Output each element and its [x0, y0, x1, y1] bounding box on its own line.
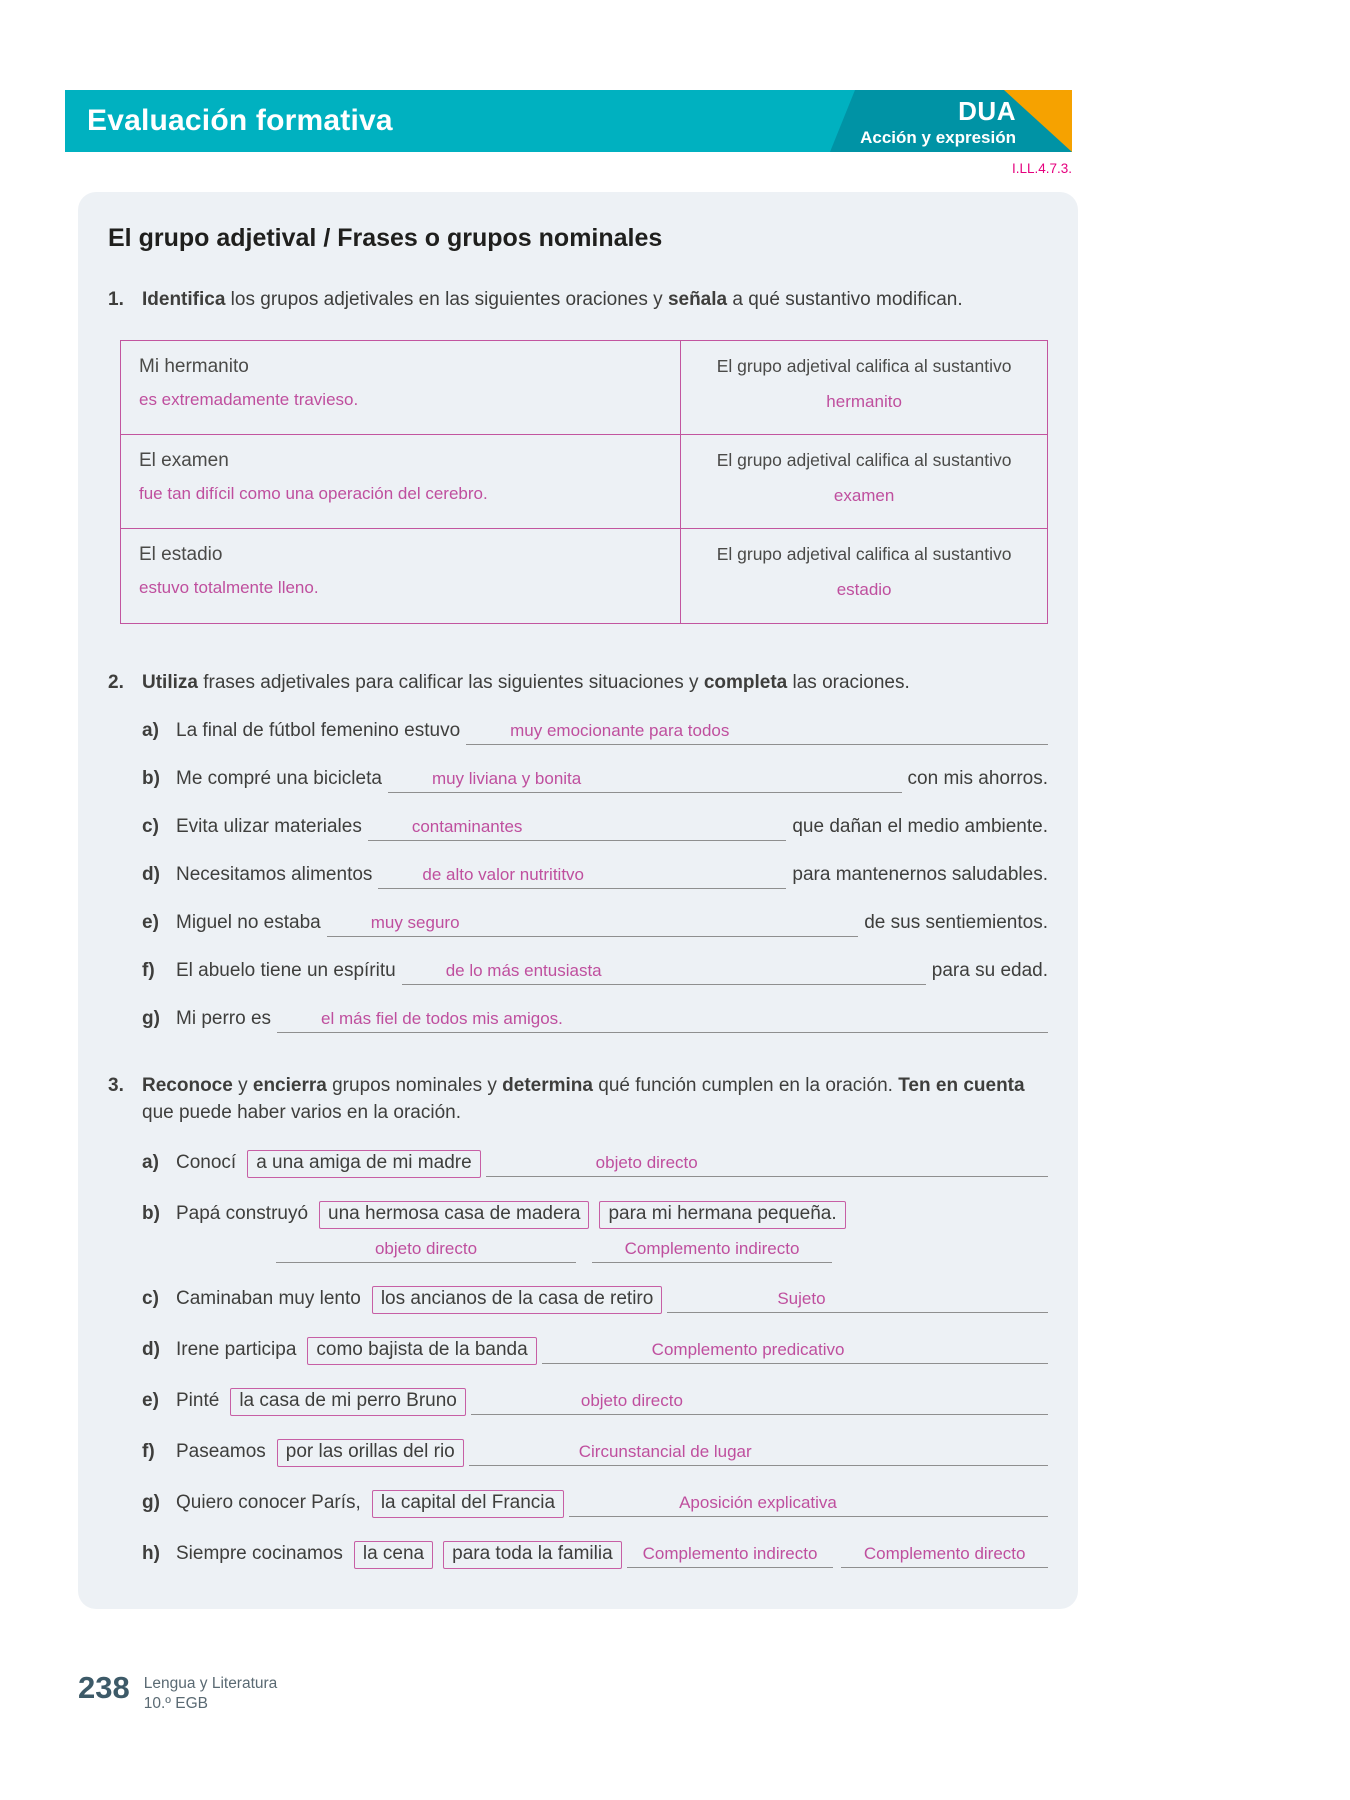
exercise1-instruction	[108, 287, 1048, 314]
text-segment: grupos nominales y	[326, 1074, 503, 1096]
page-title: Evaluación formativa	[87, 104, 393, 137]
noun-group-box: por las orillas del rio	[277, 1439, 464, 1467]
item-label: g)	[142, 1491, 160, 1513]
answer-blank[interactable]: muy emocionante para todos	[466, 721, 1048, 745]
bold-word: Identifica	[142, 289, 226, 310]
item-label: b)	[142, 1202, 160, 1224]
text-segment: las oraciones.	[787, 671, 910, 693]
answer-blank[interactable]: contaminantes	[368, 817, 787, 841]
sentence-end: que dañan el medio ambiente.	[792, 815, 1048, 837]
sentence-start: Irene participa	[176, 1338, 297, 1360]
table-cell-result	[681, 529, 1047, 623]
sentence-subject: El examen	[139, 449, 229, 471]
noun-group-box: los ancianos de la casa de retiro	[372, 1286, 663, 1314]
fill-in-item	[142, 912, 1048, 937]
function-answer-blank[interactable]: Complemento indirecto	[592, 1239, 832, 1263]
bold-word: completa	[703, 671, 788, 693]
noun-group-item	[142, 1541, 1048, 1569]
function-answer-blank[interactable]: Complemento directo	[841, 1544, 1048, 1568]
answer-blank[interactable]: muy liviana y bonita	[388, 769, 902, 793]
fill-in-item	[142, 816, 1048, 841]
footer-grade: 10.º EGB	[143, 1695, 208, 1713]
sentence-subject: Mi hermanito	[139, 355, 249, 377]
function-answer-blank[interactable]: Circunstancial de lugar	[469, 1442, 1048, 1466]
dua-label: DUA	[958, 96, 1016, 126]
fill-in-item	[142, 1008, 1048, 1033]
bold-word: Reconoce	[142, 1074, 233, 1096]
item-label: d)	[142, 863, 160, 885]
sentence-start: Caminaban muy lento	[176, 1287, 361, 1309]
noun-group-item	[142, 1490, 1048, 1518]
noun-group-box: una hermosa casa de madera	[319, 1201, 589, 1229]
exercise3-instruction	[108, 1073, 1048, 1127]
item-label: a)	[142, 1151, 159, 1173]
answer-blank[interactable]: muy seguro	[327, 913, 859, 937]
noun-group-box: la cena	[354, 1541, 433, 1569]
text-segment: frases adjetivales para calificar las siguientes situaciones y	[197, 671, 704, 693]
adjective-group-answer[interactable]: estuvo totalmente lleno.	[139, 577, 319, 597]
noun-group-item	[142, 1388, 1048, 1416]
exercise1-table	[120, 340, 1048, 624]
adjective-group-answer[interactable]: fue tan difícil como una operación del cerebro.	[139, 483, 488, 503]
sentence-start: Me compré una bicicleta	[176, 767, 382, 789]
sentence-start: Mi perro es	[176, 1007, 272, 1029]
item-label: c)	[142, 815, 159, 837]
noun-group-box: la casa de mi perro Bruno	[230, 1388, 466, 1416]
worksheet-title: El grupo adjetival / Frases o grupos nominales	[108, 224, 663, 252]
dua-block	[860, 96, 1016, 148]
noun-answer[interactable]: estadio	[836, 579, 892, 599]
function-answers-line	[276, 1239, 1048, 1263]
sentence-end: para su edad.	[931, 959, 1048, 981]
footer-text	[144, 1672, 278, 1714]
bold-word: determina	[502, 1074, 593, 1096]
function-answer-blank[interactable]: objeto directo	[471, 1391, 1048, 1415]
table-cell-result	[681, 435, 1047, 529]
item-label: c)	[142, 1287, 159, 1309]
table-cell-result	[681, 341, 1047, 435]
exercise3-instruction-text	[142, 1073, 1048, 1127]
answer-blank[interactable]: de lo más entusiasta	[402, 961, 926, 985]
result-label: El grupo adjetival califica al sustantivo	[716, 355, 1012, 376]
adjective-group-answer[interactable]: es extremadamente travieso.	[139, 389, 359, 409]
function-answer-blank[interactable]: Aposición explicativa	[569, 1493, 1048, 1517]
bold-word: Utiliza	[142, 671, 198, 693]
sentence-subject: El estadio	[139, 543, 223, 565]
standard-code: I.LL.4.7.3.	[1011, 161, 1072, 176]
exercise2-items	[142, 720, 1048, 1033]
noun-group-item	[142, 1201, 1048, 1229]
page-number: 238	[78, 1670, 130, 1705]
sentence-start: La final de fútbol femenino estuvo	[176, 719, 461, 741]
text-segment: a qué sustantivo modifican.	[727, 289, 963, 310]
item-label: b)	[142, 767, 160, 789]
sentence-start: Miguel no estaba	[176, 911, 321, 933]
item-label: f)	[142, 1440, 155, 1462]
bold-word: señala	[667, 289, 728, 310]
noun-group-box: como bajista de la banda	[307, 1337, 536, 1365]
fill-in-item	[142, 864, 1048, 889]
noun-group-item	[142, 1286, 1048, 1314]
bold-word: encierra	[252, 1074, 327, 1096]
sentence-start: Evita ulizar materiales	[176, 815, 362, 837]
noun-group-box: a una amiga de mi madre	[247, 1150, 480, 1178]
noun-answer[interactable]: hermanito	[826, 391, 902, 411]
fill-in-item	[142, 768, 1048, 793]
noun-group-item	[142, 1337, 1048, 1365]
text-segment: los grupos adjetivales en las siguientes oraciones y	[225, 289, 668, 310]
function-answer-blank[interactable]: Sujeto	[667, 1289, 1048, 1313]
sentence-end: con mis ahorros.	[907, 767, 1048, 789]
text-segment: qué función cumplen en la oración.	[592, 1074, 899, 1096]
function-answer-blank[interactable]: Complemento indirecto	[627, 1544, 834, 1568]
sentence-start: Papá construyó	[176, 1202, 309, 1224]
page-footer	[78, 1672, 277, 1714]
exercise2-number: 2.	[108, 671, 124, 693]
table-cell-sentence	[121, 529, 681, 623]
function-answer-blank[interactable]: objeto directo	[276, 1239, 576, 1263]
worksheet-content	[78, 192, 1078, 1609]
item-label: g)	[142, 1007, 160, 1029]
sentence-start: Pinté	[176, 1389, 220, 1411]
dua-subtitle: Acción y expresión	[860, 128, 1016, 147]
sentence-start: Necesitamos alimentos	[176, 863, 373, 885]
item-label: h)	[142, 1542, 160, 1564]
sentence-start: El abuelo tiene un espíritu	[176, 959, 396, 981]
result-label: El grupo adjetival califica al sustantivo	[716, 449, 1012, 470]
exercise2-instruction-text	[142, 670, 910, 697]
result-label: El grupo adjetival califica al sustantivo	[716, 543, 1012, 564]
header-banner	[65, 90, 1072, 152]
fill-in-item	[142, 720, 1048, 745]
sentence-start: Quiero conocer París,	[176, 1491, 361, 1513]
noun-group-item	[142, 1150, 1048, 1178]
exercise1-number: 1.	[108, 289, 124, 310]
item-label: e)	[142, 911, 159, 933]
noun-group-box: para mi hermana pequeña.	[599, 1201, 845, 1229]
noun-group-box: la capital del Francia	[372, 1490, 564, 1518]
fill-in-item	[142, 960, 1048, 985]
bold-word: Ten en cuenta	[898, 1074, 1025, 1096]
noun-answer[interactable]: examen	[833, 485, 895, 505]
item-label: d)	[142, 1338, 160, 1360]
sentence-end: para mantenernos saludables.	[792, 863, 1048, 885]
exercise1-instruction-text	[142, 287, 963, 314]
sentence-end: de sus sentiemientos.	[864, 911, 1048, 933]
sentence-start: Paseamos	[176, 1440, 266, 1462]
footer-subject: Lengua y Literatura	[143, 1675, 278, 1692]
exercise3-items	[142, 1150, 1048, 1569]
function-answer-blank[interactable]: objeto directo	[486, 1153, 1048, 1177]
item-label: a)	[142, 719, 159, 741]
noun-group-box: para toda la familia	[443, 1541, 622, 1569]
exercise2-instruction	[108, 670, 1048, 697]
text-segment: que puede haber varios en la oración.	[142, 1101, 462, 1123]
sentence-start: Siempre cocinamos	[176, 1542, 343, 1564]
answer-blank[interactable]: el más fiel de todos mis amigos.	[277, 1009, 1048, 1033]
item-label: e)	[142, 1389, 159, 1411]
answer-blank[interactable]: de alto valor nutrititvo	[378, 865, 786, 889]
table-cell-sentence	[121, 435, 681, 529]
table-cell-sentence	[121, 341, 681, 435]
function-answer-blank[interactable]: Complemento predicativo	[542, 1340, 1048, 1364]
text-segment: y	[232, 1074, 253, 1096]
exercise3-number: 3.	[108, 1074, 124, 1096]
item-label: f)	[142, 959, 155, 981]
sentence-start: Conocí	[176, 1151, 237, 1173]
noun-group-item	[142, 1439, 1048, 1467]
